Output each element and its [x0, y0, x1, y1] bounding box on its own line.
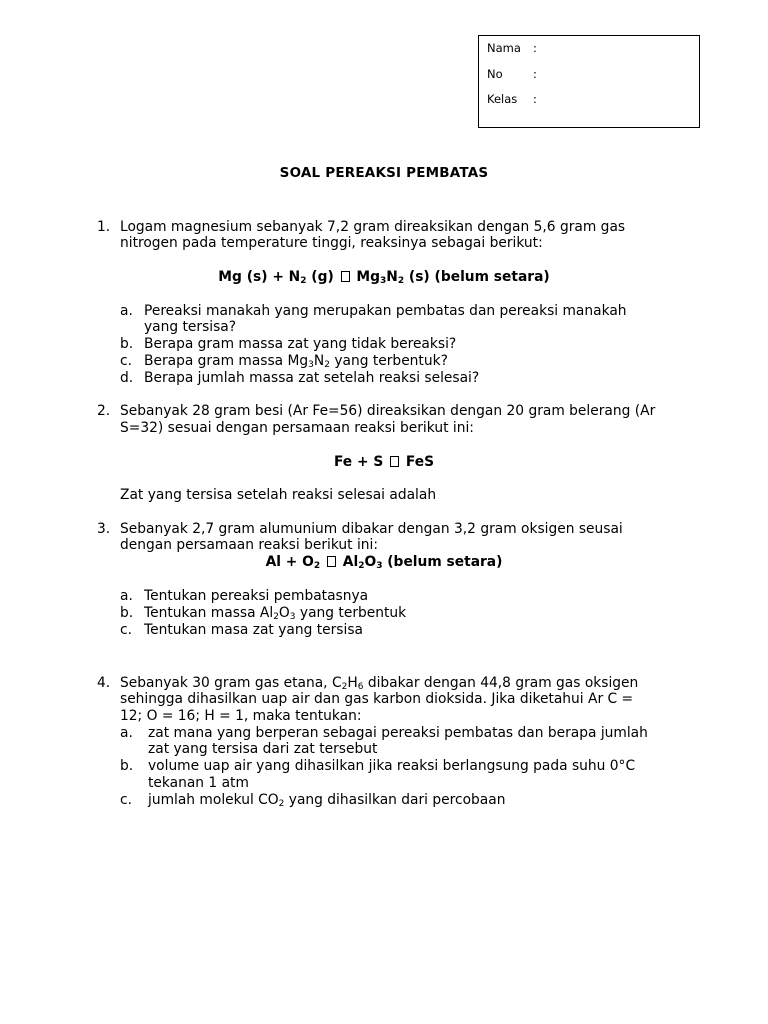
q2-text-line-3: Zat yang tersisa setelah reaksi selesai adalah: [120, 487, 437, 503]
eq-subscript: 2: [313, 561, 321, 571]
q4-item-c-marker: c.: [120, 792, 132, 808]
eq-text: FeS: [401, 454, 435, 470]
q1-number: 1.: [97, 219, 111, 235]
q1-item-d-text: Berapa jumlah massa zat setelah reaksi selesai?: [144, 370, 480, 386]
eq-subscript: 2: [397, 276, 405, 286]
q3-item-c-marker: c.: [120, 622, 132, 638]
q1-item-d-marker: d.: [120, 370, 134, 386]
q3-text-line-2: dengan persamaan reaksi berikut ini:: [120, 537, 378, 553]
eq-subscript: 2: [300, 276, 307, 286]
eq-text: Al + O: [265, 554, 314, 570]
q1-equation: [0, 269, 768, 290]
item-text: N: [313, 353, 325, 369]
eq-text: (g): [306, 269, 339, 285]
q3-equation: [0, 554, 768, 575]
q1-text-line-2: nitrogen pada temperature tinggi, reaksinya sebagai berikut:: [120, 235, 543, 251]
eq-text: O: [364, 554, 377, 570]
page-title: SOAL PEREAKSI PEMBATAS: [279, 165, 489, 181]
q1-item-c-marker: c.: [120, 353, 132, 369]
item-subscript: 3: [308, 360, 314, 370]
eq-text: Mg (s) + N: [218, 269, 301, 285]
q4-item-b-line-2: tekanan 1 atm: [148, 775, 249, 791]
eq-subscript: 3: [376, 561, 383, 571]
q4-item-c-text: [148, 792, 505, 813]
q4-text: dibakar dengan 44,8 gram gas oksigen: [363, 675, 639, 691]
item-text: O: [278, 605, 290, 621]
eq-text: (belum setara): [382, 554, 503, 570]
q2-equation: [0, 454, 768, 471]
q3-text-line-1: Sebanyak 2,7 gram alumunium dibakar dengan 3,2 gram oksigen seusai: [120, 521, 623, 537]
item-subscript: 2: [278, 799, 285, 809]
reaction-arrow-icon: [327, 556, 336, 567]
q4-item-a-line-2: zat yang tersisa dari zat tersebut: [148, 741, 378, 757]
item-text: Berapa gram massa Mg: [144, 353, 309, 369]
q1-item-a-line-1: Pereaksi manakah yang merupakan pembatas dan pereaksi manakah: [144, 303, 627, 319]
q1-text-line-1: Logam magnesium sebanyak 7,2 gram direaksikan dengan 5,6 gram gas: [120, 219, 626, 235]
reaction-arrow-icon: [341, 271, 350, 282]
eq-text: Al: [337, 554, 359, 570]
item-subscript: 2: [273, 612, 279, 622]
eq-text: N: [386, 269, 398, 285]
q4-item-a-marker: a.: [120, 725, 133, 741]
q1-item-a-line-2: yang tersisa?: [144, 319, 237, 335]
number-label: No: [487, 67, 503, 81]
item-text: jumlah molekul CO: [148, 792, 279, 808]
q3-number: 3.: [97, 521, 111, 537]
q3-item-b-marker: b.: [120, 605, 134, 621]
item-subscript: 2: [324, 360, 330, 370]
item-text: yang dihasilkan dari percobaan: [284, 792, 506, 808]
eq-text: Mg: [351, 269, 381, 285]
q3-item-a-marker: a.: [120, 588, 133, 604]
q1-item-a-marker: a.: [120, 303, 133, 319]
q4-text-line-3: 12; O = 16; H = 1, maka tentukan:: [120, 708, 362, 724]
q4-item-b-line-1: volume uap air yang dihasilkan jika reaksi berlangsung pada suhu 0°C: [148, 758, 636, 774]
item-text: yang terbentuk: [295, 605, 407, 621]
number-separator: :: [533, 67, 537, 81]
q4-text-line-2: sehingga dihasilkan uap air dan gas karbon dioksida. Jika diketahui Ar C =: [120, 691, 634, 707]
q4-number: 4.: [97, 675, 111, 691]
eq-text: [320, 554, 325, 570]
class-row: [487, 92, 537, 106]
eq-text: Fe + S: [333, 454, 389, 470]
q1-item-b-text: Berapa gram massa zat yang tidak bereaksi?: [144, 336, 457, 352]
q3-item-a-text: Tentukan pereaksi pembatasnya: [144, 588, 369, 604]
q4-item-a-line-1: zat mana yang berperan sebagai pereaksi pembatas dan berapa jumlah: [148, 725, 648, 741]
q4-item-b-marker: b.: [120, 758, 134, 774]
reaction-arrow-icon: [390, 456, 399, 467]
name-row: [487, 41, 537, 55]
item-text: Tentukan massa Al: [144, 605, 274, 621]
item-text: yang terbentuk?: [329, 353, 448, 369]
name-separator: :: [533, 41, 537, 55]
q1-item-b-marker: b.: [120, 336, 134, 352]
class-label: Kelas: [487, 92, 518, 106]
number-row: [487, 67, 537, 81]
item-subscript: 3: [289, 612, 296, 622]
eq-subscript: 2: [358, 561, 365, 571]
class-separator: :: [533, 92, 537, 106]
eq-subscript: 3: [380, 276, 387, 286]
q2-text-line-2: S=32) sesuai dengan persamaan reaksi berikut ini:: [120, 420, 474, 436]
q4-subscript: 6: [357, 682, 364, 692]
identity-box: [478, 35, 700, 128]
q2-number: 2.: [97, 403, 111, 419]
eq-text: (s) (belum setara): [404, 269, 550, 285]
q3-item-c-text: Tentukan masa zat yang tersisa: [144, 622, 363, 638]
q4-subscript: 2: [341, 682, 348, 692]
q4-text: Sebanyak 30 gram gas etana, C: [120, 675, 342, 691]
name-label: Nama: [487, 41, 521, 55]
q2-text-line-1: Sebanyak 28 gram besi (Ar Fe=56) direaksikan dengan 20 gram belerang (Ar: [120, 403, 656, 419]
q4-text: H: [347, 675, 358, 691]
